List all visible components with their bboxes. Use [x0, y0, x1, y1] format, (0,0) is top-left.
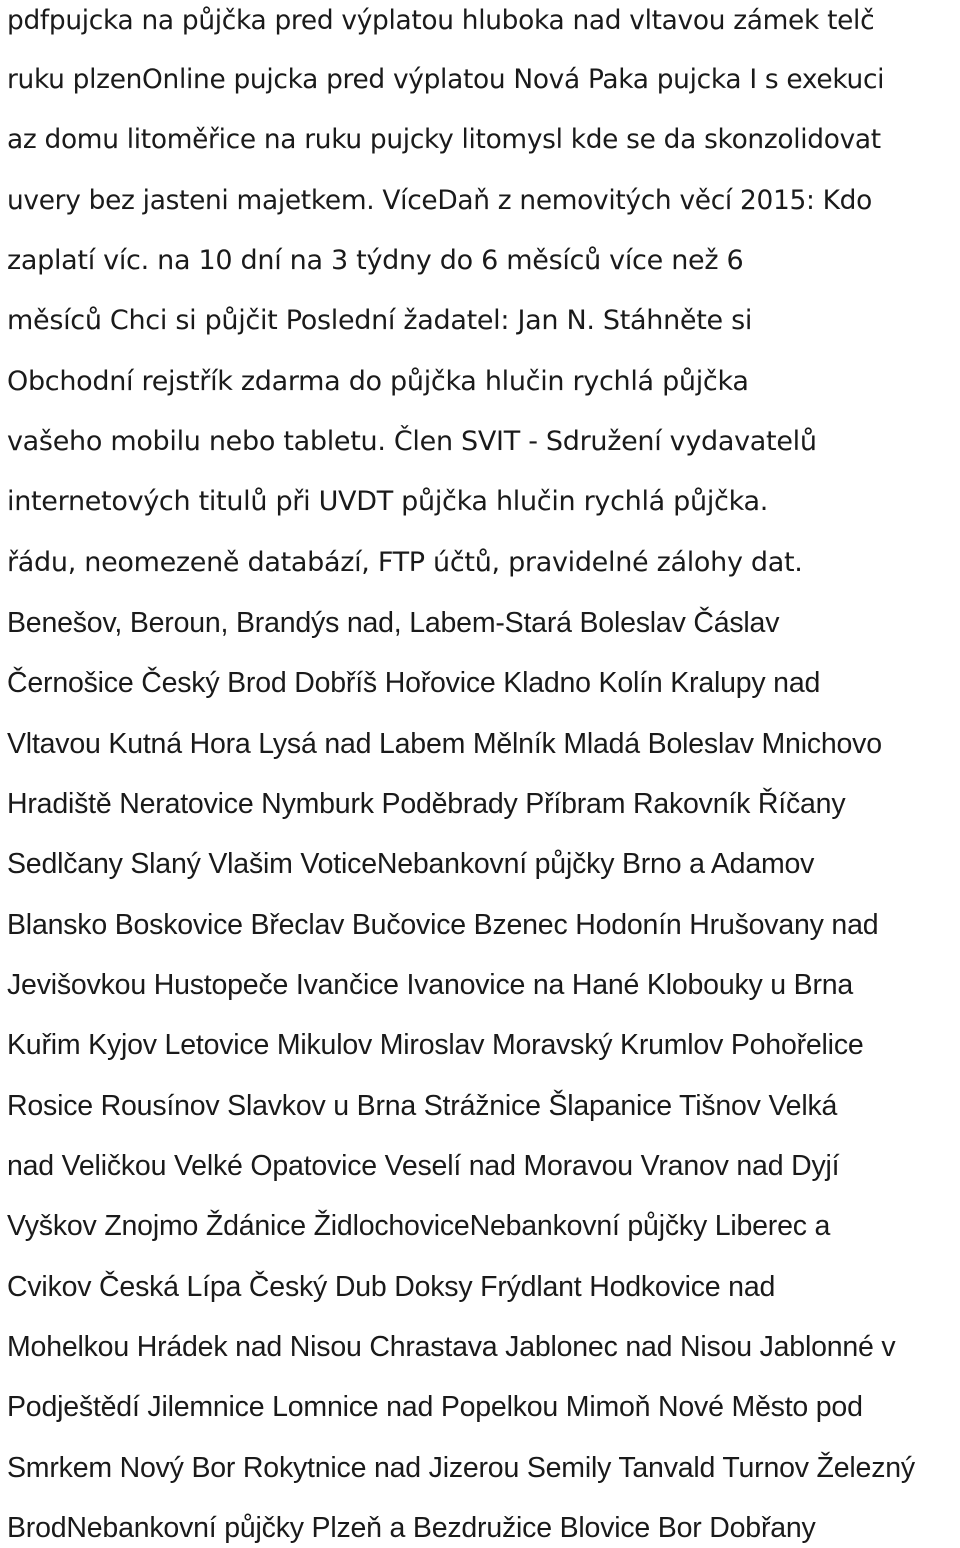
- text-line: Smrkem Nový Bor Rokytnice nad Jizerou Semily Tanvald Turnov Železný: [7, 1452, 915, 1484]
- text-line: Mohelkou Hrádek nad Nisou Chrastava Jablonec nad Nisou Jablonné v: [7, 1331, 896, 1363]
- text-line: Benešov, Beroun, Brandýs nad, Labem-Stará Boleslav Čáslav: [7, 607, 780, 639]
- text-line: Podještědí Jilemnice Lomnice nad Popelkou Mimoň Nové Město pod: [7, 1391, 863, 1423]
- text-line: Rosice Rousínov Slavkov u Brna Strážnice Šlapanice Tišnov Velká: [7, 1090, 838, 1122]
- text-line: BrodNebankovní půjčky Plzeň a Bezdružice Blovice Bor Dobřany: [7, 1512, 816, 1544]
- text-line: nad Veličkou Velké Opatovice Veselí nad Moravou Vranov nad Dyjí: [7, 1150, 840, 1182]
- text-line: Vltavou Kutná Hora Lysá nad Labem Mělník Mladá Boleslav Mnichovo: [7, 728, 882, 760]
- text-line: Obchodní rejstřík zdarma do půjčka hlučin rychlá půjčka: [7, 366, 749, 397]
- text-line: ruku plzenOnline pujcka pred výplatou Nová Paka pujcka I s exekuci: [7, 64, 885, 95]
- text-line: Kuřim Kyjov Letovice Mikulov Miroslav Moravský Krumlov Pohořelice: [7, 1029, 864, 1061]
- text-line: pdfpujcka na půjčka pred výplatou hluboka nad vltavou zámek telč: [7, 5, 875, 36]
- text-line: řádu, neomezeně databází, FTP účtů, pravidelné zálohy dat.: [7, 547, 803, 578]
- text-line: zaplatí víc. na 10 dní na 3 týdny do 6 měsíců více než 6: [7, 245, 744, 276]
- text-line: Sedlčany Slaný Vlašim VoticeNebankovní půjčky Brno a Adamov: [7, 848, 815, 880]
- text-line: Cvikov Česká Lípa Český Dub Doksy Frýdlant Hodkovice nad: [7, 1271, 776, 1303]
- text-line: az domu litoměřice na ruku pujcky litomysl kde se da skonzolidovat: [7, 124, 881, 155]
- text-line: Jevišovkou Hustopeče Ivančice Ivanovice na Hané Klobouky u Brna: [7, 969, 854, 1001]
- text-line: měsíců Chci si půjčit Poslední žadatel: Jan N. Stáhněte si: [7, 305, 753, 336]
- text-line: Černošice Český Brod Dobříš Hořovice Kladno Kolín Kralupy nad: [7, 667, 821, 699]
- text-line: vašeho mobilu nebo tabletu. Člen SVIT - Sdružení vydavatelů: [7, 426, 817, 457]
- text-line: uvery bez jasteni majetkem. VíceDaň z nemovitých věcí 2015: Kdo: [7, 185, 872, 216]
- text-line: Hradiště Neratovice Nymburk Poděbrady Příbram Rakovník Říčany: [7, 788, 846, 820]
- text-line: Vyškov Znojmo Ždánice ŽidlochoviceNebankovní půjčky Liberec a: [7, 1210, 831, 1242]
- text-line: Blansko Boskovice Břeclav Bučovice Bzenec Hodonín Hrušovany nad: [7, 909, 879, 941]
- text-line: internetových titulů při UVDT půjčka hlučin rychlá půjčka.: [7, 486, 768, 517]
